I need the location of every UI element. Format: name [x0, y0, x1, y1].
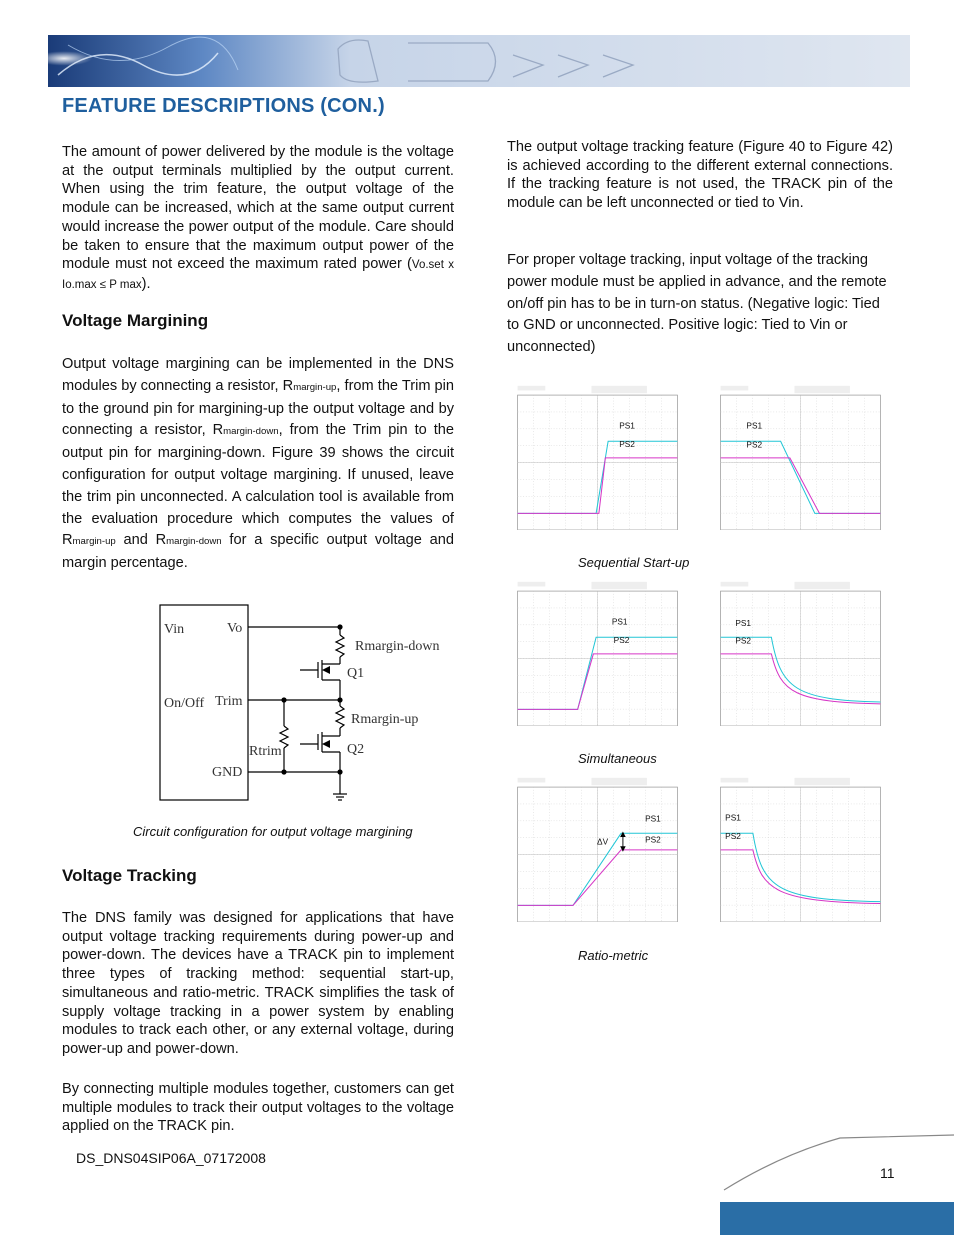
voltage-tracking-heading: Voltage Tracking	[62, 866, 197, 885]
caption-simultaneous: Simultaneous	[578, 751, 657, 766]
scope-plot-sim-up	[511, 580, 684, 726]
vo-label: Vo	[227, 621, 243, 636]
ps2-label: PS2	[645, 834, 661, 845]
caption-sequential: Sequential Start-up	[578, 555, 690, 570]
rtrim-label: Rtrim	[249, 744, 282, 759]
ps1-label: PS1	[619, 420, 635, 431]
ps1-label: PS1	[725, 812, 741, 823]
footer-corner-graphic	[720, 1130, 954, 1235]
q2-label: Q2	[347, 742, 365, 757]
scope-plot-sim-down	[714, 580, 887, 726]
circuit-caption: Circuit configuration for output voltage margining	[133, 824, 413, 839]
ps2-label: PS2	[613, 634, 630, 645]
trim-label: Trim	[215, 694, 243, 709]
rmargin-up-label: Rmargin-up	[351, 712, 419, 727]
tracking-requirements-paragraph: For proper voltage tracking, input voltage of the tracking power module must be applied in advance, and the remote on/off pin has to be in turn-on status. (Negative logic: Tied to GND or unconnected. Positive logic: Tied to Vin or unconnected)	[507, 252, 887, 356]
document-id: DS_DNS04SIP06A_07172008	[76, 1150, 266, 1166]
scope-plot-seq-up	[511, 384, 684, 530]
scope-plot-ratio-up	[511, 776, 684, 922]
margining-circuit-diagram	[150, 602, 450, 812]
tracking-feature-paragraph: The output voltage tracking feature (Figure 40 to Figure 42) is achieved according to the different external connections. If the tracking feature is not used, the TRACK pin of the module can be left unconnected or tied to Vin.	[507, 139, 893, 212]
ps1-label: PS1	[611, 616, 628, 627]
page-title: FEATURE DESCRIPTIONS (CON.)	[62, 95, 385, 117]
power-paragraph: The amount of power delivered by the module is the voltage at the output terminals multiplied by the output current. When using the trim feature, the output voltage of the module can be increased, which at the same output current would increase the power output of the module. Care should be taken to ensure that the maximum output power of the module must not exceed the maximum rated power (Vo.set x Io.max ≤ P max).	[62, 144, 454, 292]
page-number: 11	[880, 1165, 895, 1181]
ps2-label: PS2	[725, 830, 741, 841]
ps2-label: PS2	[735, 635, 752, 646]
delta-v-label: ΔV	[597, 836, 609, 847]
ps1-label: PS1	[746, 420, 763, 431]
voltage-margining-heading: Voltage Margining	[62, 311, 209, 330]
ps1-label: PS1	[645, 813, 661, 824]
gnd-label: GND	[212, 765, 243, 780]
q1-label: Q1	[347, 666, 365, 681]
rmargin-down-label: Rmargin-down	[355, 639, 440, 654]
ps2-label: PS2	[746, 439, 763, 450]
vin-label: Vin	[164, 622, 185, 637]
margining-paragraph: Output voltage margining can be implemented in the DNS modules by connecting a resistor, Rmargin-up, from the Trim pin to the ground pin for margining-up the output voltage and by connecting a resistor, Rmargin-down, from the Trim pin to the output pin for margining-down. Figure 39 shows the circuit configuration for output voltage margining. If unused, leave the trim pin unconnected. A calculation tool is available from the evaluation procedure which computes the values of Rmargin-up and Rmargin-down for a specific output voltage and margin percentage.	[62, 356, 455, 572]
caption-ratio-metric: Ratio-metric	[578, 948, 649, 963]
header-banner	[48, 35, 910, 87]
tracking-paragraph-2: By connecting multiple modules together, customers can get multiple modules to track their output voltages to the voltage applied on the TRACK pin.	[62, 1081, 454, 1135]
ps2-label: PS2	[619, 438, 635, 449]
onoff-label: On/Off	[164, 696, 205, 711]
scope-plot-ratio-down	[714, 776, 887, 922]
tracking-paragraph-1: The DNS family was designed for applications that have output voltage tracking requirements during power-up and power-down. The devices have a TRACK pin to implement three types of tracking method: sequential start-up, simultaneous and ratio-metric. TRACK simplifies the task of supply voltage tracking in a power system by enabling modules to track each other, or any external voltage, during power-up and power-down.	[62, 910, 454, 1057]
ps1-label: PS1	[735, 618, 752, 629]
scope-plot-seq-down	[714, 384, 887, 530]
